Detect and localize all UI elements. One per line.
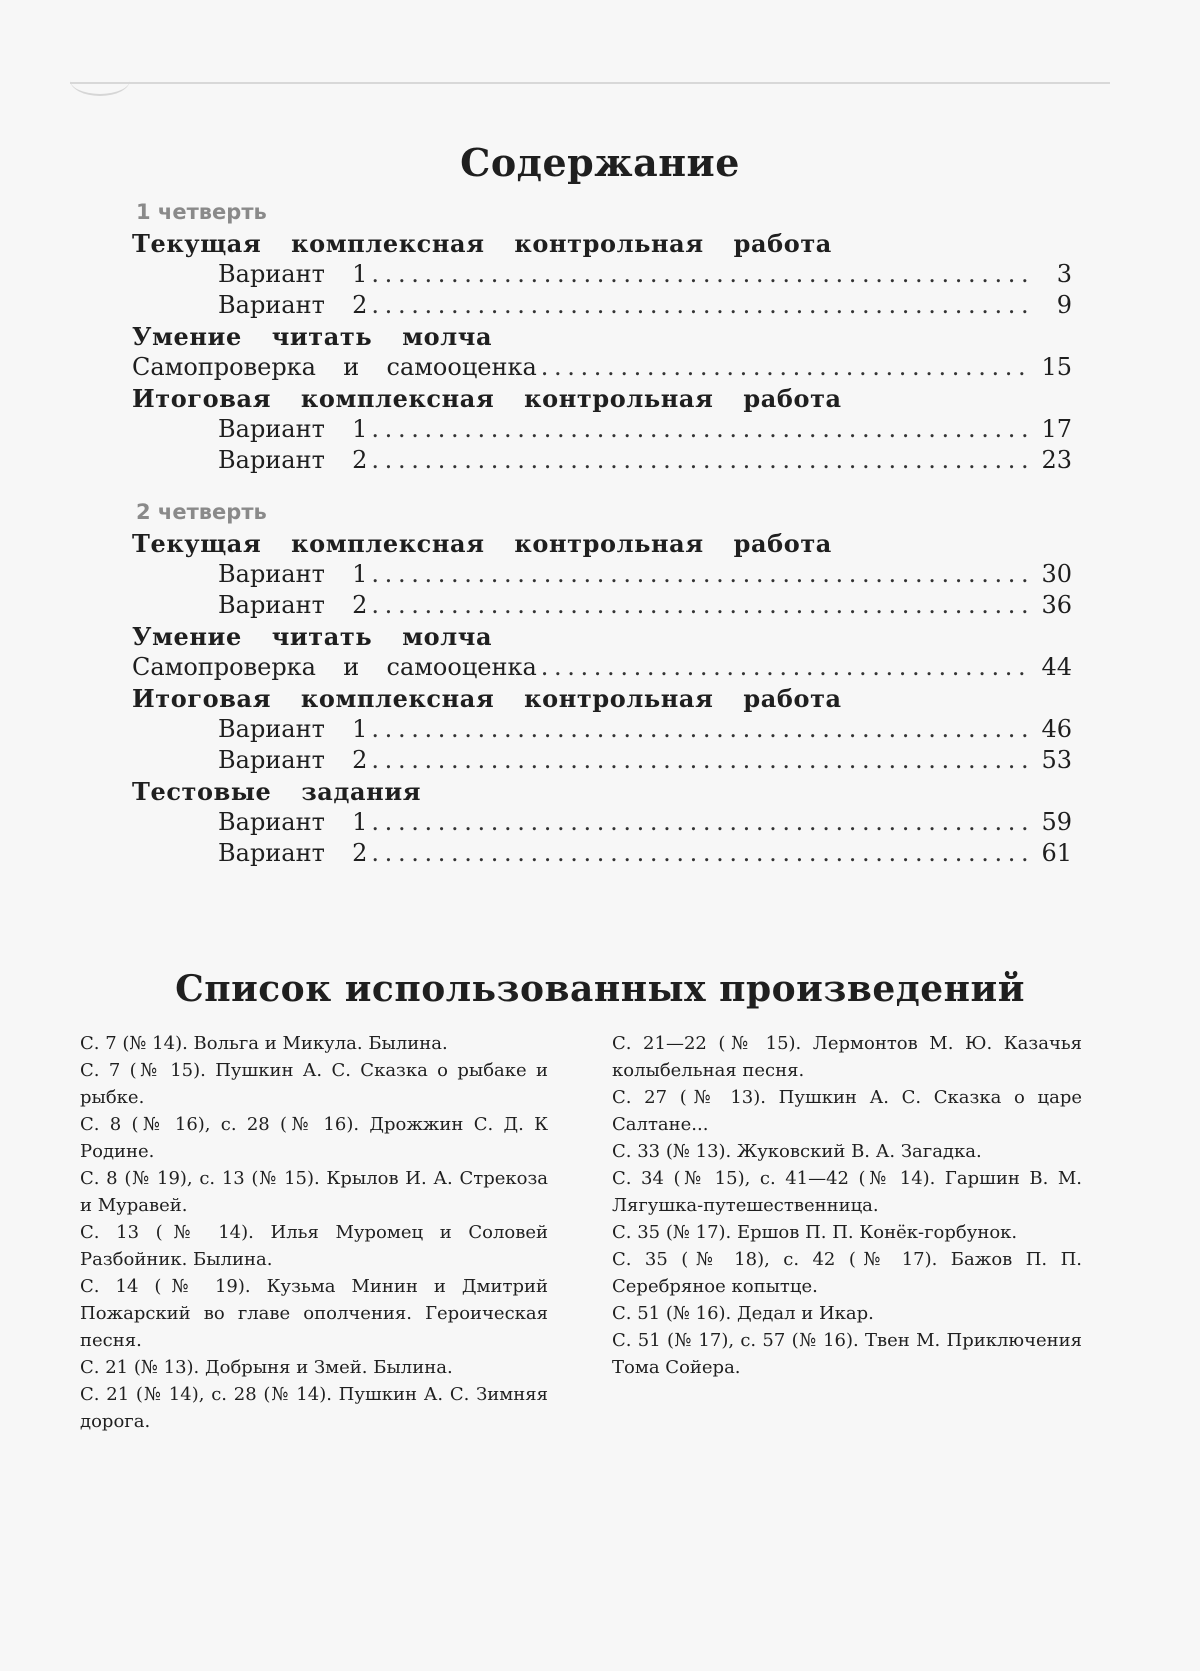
toc-entry-label: Итоговая комплексная контрольная работа: [132, 384, 842, 413]
toc-dot-leader: [541, 652, 1028, 683]
toc-title: Содержание: [460, 140, 740, 185]
table-of-contents: [132, 196, 1072, 869]
toc-dot-leader: [371, 745, 1028, 776]
toc-entry: [132, 838, 1072, 869]
work-citation: С. 14 (№ 19). Кузьма Минин и Дмитрий Пожарский во главе ополчения. Героическая песня.: [80, 1276, 548, 1351]
work-citation: С. 51 (№ 17), с. 57 (№ 16). Твен М. Приключения Тома Сойера.: [612, 1330, 1082, 1378]
quarter-label: 2 четверть: [136, 500, 267, 524]
toc-dot-leader: [541, 352, 1028, 383]
toc-section-heading: [132, 621, 1072, 652]
toc-entry-label: Вариант 2: [218, 839, 368, 867]
work-citation: С. 33 (№ 13). Жуковский В. А. Загадка.: [612, 1141, 982, 1162]
work-citation: С. 7 (№ 14). Вольга и Микула. Былина.: [80, 1033, 448, 1054]
toc-entry-label: Вариант 2: [218, 591, 368, 619]
works-list-right-column: [612, 1030, 1082, 1381]
quarter-label: 1 четверть: [136, 200, 267, 224]
work-citation: С. 8 (№ 19), с. 13 (№ 15). Крылов И. А. Стрекоза и Муравей.: [80, 1168, 548, 1216]
toc-entry-label: Самопроверка и самооценка: [132, 653, 537, 681]
toc-dot-leader: [371, 414, 1028, 445]
toc-section-heading: [132, 776, 1072, 807]
header-rule: [70, 82, 1110, 84]
toc-entry: [132, 559, 1072, 590]
toc-entry-label: Вариант 1: [218, 415, 368, 443]
toc-entry: [132, 445, 1072, 476]
toc-entry: [132, 290, 1072, 321]
work-citation: С. 34 (№ 15), с. 41—42 (№ 14). Гаршин В. М. Лягушка-путешественница.: [612, 1168, 1082, 1216]
toc-entry-label: Текущая комплексная контрольная работа: [132, 529, 832, 558]
toc-entry-label: Тестовые задания: [132, 777, 422, 806]
toc-entry: [132, 590, 1072, 621]
toc-entry: [132, 352, 1072, 383]
work-citation: С. 51 (№ 16). Дедал и Икар.: [612, 1303, 874, 1324]
toc-dot-leader: [371, 259, 1028, 290]
work-citation: С. 13 (№ 14). Илья Муромец и Соловей Разбойник. Былина.: [80, 1222, 548, 1270]
toc-entry-label: Вариант 2: [218, 746, 368, 774]
work-citation: С. 8 (№ 16), с. 28 (№ 16). Дрожжин С. Д. К Родине.: [80, 1114, 548, 1162]
toc-entry-label: Самопроверка и самооценка: [132, 353, 537, 381]
toc-page-number: 44: [1041, 653, 1072, 681]
work-citation: С. 21 (№ 14), с. 28 (№ 14). Пушкин А. С. Зимняя дорога.: [80, 1384, 548, 1432]
toc-entry: [132, 414, 1072, 445]
toc-entry-label: Вариант 2: [218, 446, 368, 474]
toc-entry-label: Вариант 1: [218, 260, 368, 288]
toc-page-number: 9: [1056, 291, 1072, 319]
toc-section-heading: [132, 683, 1072, 714]
toc-dot-leader: [371, 838, 1028, 869]
toc-section-heading: [132, 383, 1072, 414]
toc-entry-label: Вариант 2: [218, 291, 368, 319]
work-citation: С. 21 (№ 13). Добрыня и Змей. Былина.: [80, 1357, 453, 1378]
works-list-left-column: [80, 1030, 548, 1435]
toc-page-number: 59: [1041, 808, 1072, 836]
work-citation: С. 21—22 (№ 15). Лермонтов М. Ю. Казачья колыбельная песня.: [612, 1033, 1082, 1081]
toc-section-heading: [132, 321, 1072, 352]
toc-entry: [132, 652, 1072, 683]
quarter-gap: [132, 476, 1072, 496]
toc-entry: [132, 807, 1072, 838]
toc-entry: [132, 745, 1072, 776]
toc-page-number: 17: [1041, 415, 1072, 443]
toc-page-number: 15: [1041, 353, 1072, 381]
toc-entry-label: Вариант 1: [218, 715, 368, 743]
toc-dot-leader: [371, 290, 1028, 321]
toc-dot-leader: [371, 445, 1028, 476]
toc-page-number: 3: [1056, 260, 1072, 288]
toc-dot-leader: [371, 559, 1028, 590]
work-citation: С. 35 (№ 17). Ершов П. П. Конёк-горбунок.: [612, 1222, 1018, 1243]
toc-dot-leader: [371, 714, 1028, 745]
work-citation: С. 35 (№ 18), с. 42 (№ 17). Бажов П. П. Серебряное копытце.: [612, 1249, 1082, 1297]
toc-dot-leader: [371, 807, 1028, 838]
toc-entry: [132, 714, 1072, 745]
toc-entry-label: Вариант 1: [218, 808, 368, 836]
toc-entry: [132, 259, 1072, 290]
toc-entry-label: Умение читать молча: [132, 322, 493, 351]
toc-section-heading: [132, 228, 1072, 259]
toc-entry-label: Умение читать молча: [132, 622, 493, 651]
toc-page-number: 46: [1041, 715, 1072, 743]
toc-entry-label: Итоговая комплексная контрольная работа: [132, 684, 842, 713]
toc-dot-leader: [371, 590, 1028, 621]
toc-page-number: 23: [1041, 446, 1072, 474]
toc-section-heading: [132, 528, 1072, 559]
works-list-title: Список использованных произведений: [175, 968, 1025, 1010]
toc-entry-label: Текущая комплексная контрольная работа: [132, 229, 832, 258]
work-citation: С. 27 (№ 13). Пушкин А. С. Сказка о царе Салтане...: [612, 1087, 1082, 1135]
work-citation: С. 7 (№ 15). Пушкин А. С. Сказка о рыбаке и рыбке.: [80, 1060, 548, 1108]
toc-entry-label: Вариант 1: [218, 560, 368, 588]
toc-page-number: 36: [1041, 591, 1072, 619]
toc-page-number: 61: [1041, 839, 1072, 867]
toc-page-number: 53: [1041, 746, 1072, 774]
toc-page-number: 30: [1041, 560, 1072, 588]
